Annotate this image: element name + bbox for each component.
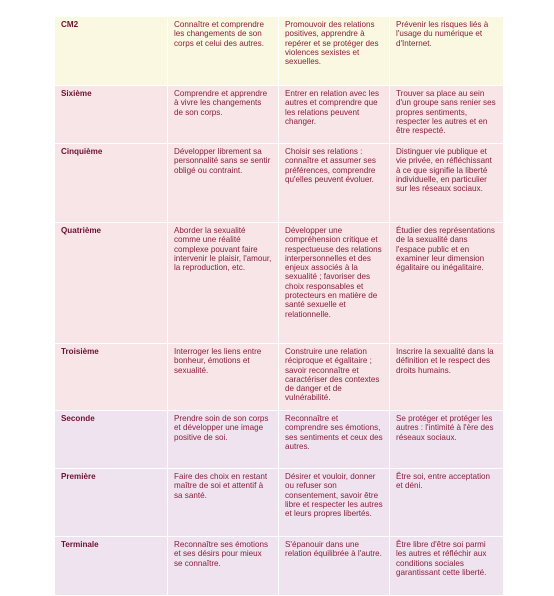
table-cell: Distinguer vie publique et vie privée, en réfléchissant à ce que signifie la liberté individuelle, en particulier sur les réseaux sociaux. (389, 144, 503, 222)
table-cell: Connaître et comprendre les changements de son corps et celui des autres. (167, 17, 278, 85)
level-cell: Terminale (61, 540, 99, 549)
table-cell: Désirer et vouloir, donner ou refuser son consentement, savoir être libre et respecter les autres et leurs propres libertés. (278, 469, 389, 536)
table-cell: Aborder la sexualité comme une réalité complexe pouvant faire intervenir le plaisir, l'amour, la reproduction, etc. (167, 223, 278, 343)
table-cell: Être soi, entre acceptation et déni. (389, 469, 503, 536)
table-row (55, 144, 503, 223)
table-cell: Interroger les liens entre bonheur, émotions et sexualité. (167, 344, 278, 410)
table-cell: Comprendre et apprendre à vivre les changements de son corps. (167, 86, 278, 143)
table-cell: Se protéger et protéger les autres : l'intimité à l'ère des réseaux sociaux. (389, 411, 503, 468)
table-cell: Étudier des représentations de la sexualité dans l'espace public et en examiner leur dimension égalitaire ou inégalitaire. (389, 223, 503, 343)
curriculum-table (55, 17, 503, 596)
level-cell: Sixième (61, 89, 92, 98)
table-row (55, 344, 503, 411)
table-row (55, 411, 503, 469)
level-cell: Première (61, 472, 96, 481)
table-row (55, 537, 503, 596)
table-cell: Développer librement sa personnalité sans se sentir obligé ou contraint. (167, 144, 278, 222)
table-cell: Reconnaître et comprendre ses émotions, ses sentiments et ceux des autres. (278, 411, 389, 468)
table-row (55, 469, 503, 537)
table-cell: Construire une relation réciproque et égalitaire ; savoir reconnaître et caractériser des contextes de danger et de vulnérabilité. (278, 344, 389, 410)
level-cell: CM2 (61, 20, 79, 29)
table-cell: Développer une compréhension critique et respectueuse des relations interpersonnelles et des enjeux associés à la sexualité ; favoriser des choix responsables et protecteurs en matière de santé sexuelle et relationnelle. (278, 223, 389, 343)
table-cell: Être libre d'être soi parmi les autres et réfléchir aux conditions sociales garantissant cette liberté. (389, 537, 503, 595)
table-row (55, 86, 503, 144)
table-cell: Promouvoir des relations positives, apprendre à repérer et se protéger des violences sexistes et sexuelles. (278, 17, 389, 85)
level-cell: Cinquième (61, 147, 103, 156)
table-cell: Faire des choix en restant maître de soi et attentif à sa santé. (167, 469, 278, 536)
table-row (55, 223, 503, 344)
table-cell: Trouver sa place au sein d'un groupe sans renier ses propres sentiments, respecter les autres et en être respecté. (389, 86, 503, 143)
level-cell: Seconde (61, 414, 95, 423)
table-cell: Prévenir les risques liés à l'usage du numérique et d'Internet. (389, 17, 503, 85)
level-cell: Troisième (61, 347, 99, 356)
table-cell: Inscrire la sexualité dans la définition et le respect des droits humains. (389, 344, 503, 410)
table-row (55, 17, 503, 86)
level-cell: Quatrième (61, 226, 102, 235)
table-cell: Choisir ses relations : connaître et assumer ses préférences, comprendre qu'elles peuvent évoluer. (278, 144, 389, 222)
table-cell: S'épanouir dans une relation équilibrée à l'autre. (278, 537, 389, 595)
table-cell: Entrer en relation avec les autres et comprendre que les relations peuvent changer. (278, 86, 389, 143)
table-cell: Reconnaître ses émotions et ses désirs pour mieux se connaître. (167, 537, 278, 595)
table-cell: Prendre soin de son corps et développer une image positive de soi. (167, 411, 278, 468)
